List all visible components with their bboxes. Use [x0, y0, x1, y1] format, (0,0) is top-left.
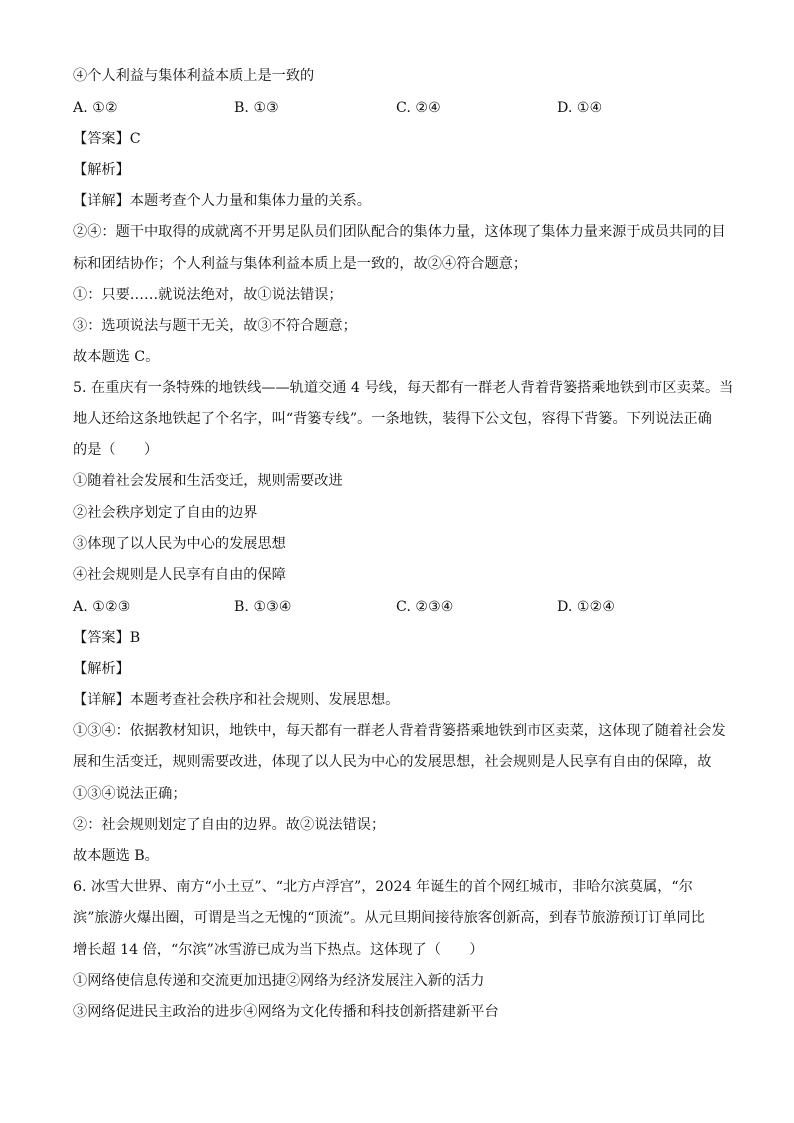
q4-statement-4: ④个人利益与集体利益本质上是一致的 [73, 68, 315, 84]
q4-analysis-label: 【解析】 [73, 162, 130, 178]
q4-detail: 【详解】本题考查个人力量和集体力量的关系。 [73, 193, 371, 209]
q6-statements-1-2: ①网络使信息传递和交流更加迅捷②网络为经济发展注入新的活力 [73, 973, 485, 989]
q5-analysis-label: 【解析】 [73, 661, 130, 677]
q5-option-b: B. ①③④ [234, 599, 292, 615]
q4-option-d: D. ①④ [557, 100, 603, 116]
q6-statements-3-4: ③网络促进民主政治的进步④网络为文化传播和科技创新搭建新平台 [73, 1004, 499, 1020]
q5-explanation-line-2: 展和生活变迁，规则需要改进，体现了以人民为中心的发展思想，社会规则是人民享有自由的保障，故 [73, 754, 712, 770]
q4-explanation-line-4: ③：选项说法与题干无关，故③不符合题意； [73, 318, 357, 334]
q5-explanation-line-1: ①③④：依据教材知识，地铁中，每天都有一群老人背着背篓搭乘地铁到市区卖菜，这体现了随着社会发 [73, 723, 726, 739]
q5-statement-3: ③体现了以人民为中心的发展思想 [73, 536, 286, 552]
q5-answer: 【答案】B [73, 630, 141, 646]
q4-explanation-line-2: 标和团结协作；个人利益与集体利益本质上是一致的，故②④符合题意； [73, 256, 528, 272]
q6-stem-line-3: 增长超 14 倍，“尔滨”冰雪游已成为当下热点。这体现了（ ） [73, 942, 484, 958]
q4-option-b: B. ①③ [234, 100, 279, 116]
q4-conclusion: 故本题选 C。 [73, 349, 160, 365]
q6-stem-line-1: 6. 冰雪大世界、南方“小土豆”、“北方卢浮宫”，2024 年诞生的首个网红城市，非哈尔滨莫属，“尔 [73, 879, 693, 895]
q5-stem-line-2: 地人还给这条地铁起了个名字，叫“背篓专线”。一条地铁，装得下公文包，容得下背篓。下列说法正确 [73, 411, 712, 427]
q4-answer: 【答案】C [73, 131, 141, 147]
q6-stem-line-2: 滨”旅游火爆出圈，可谓是当之无愧的“顶流”。从元旦期间接待旅客创新高，到春节旅游预订订单同比 [73, 910, 705, 926]
q5-option-d: D. ①②④ [557, 599, 616, 615]
q5-statement-1: ①随着社会发展和生活变迁，规则需要改进 [73, 473, 343, 489]
q4-option-c: C. ②④ [396, 100, 441, 116]
q5-detail: 【详解】本题考查社会秩序和社会规则、发展思想。 [73, 692, 400, 708]
q4-explanation-line-3: ①：只要……就说法绝对，故①说法错误； [73, 287, 343, 303]
q5-explanation-line-3: ①③④说法正确； [73, 786, 187, 802]
q5-statement-4: ④社会规则是人民享有自由的保障 [73, 567, 286, 583]
q5-statement-2: ②社会秩序划定了自由的边界 [73, 505, 258, 521]
q5-explanation-line-4: ②：社会规则划定了自由的边界。故②说法错误； [73, 817, 386, 833]
q4-explanation-line-1: ②④：题干中取得的成就离不开男足队员们团队配合的集体力量，这体现了集体力量来源于成员共同的目 [73, 224, 726, 240]
q5-stem-line-3: 的是（ ） [73, 442, 159, 458]
q5-stem-line-1: 5. 在重庆有一条特殊的地铁线——轨道交通 4 号线，每天都有一群老人背着背篓搭乘地铁到市区卖菜。当 [73, 380, 734, 396]
q4-option-a: A. ①② [73, 100, 118, 116]
q5-conclusion: 故本题选 B。 [73, 848, 159, 864]
q5-option-c: C. ②③④ [396, 599, 454, 615]
q5-option-a: A. ①②③ [73, 599, 131, 615]
